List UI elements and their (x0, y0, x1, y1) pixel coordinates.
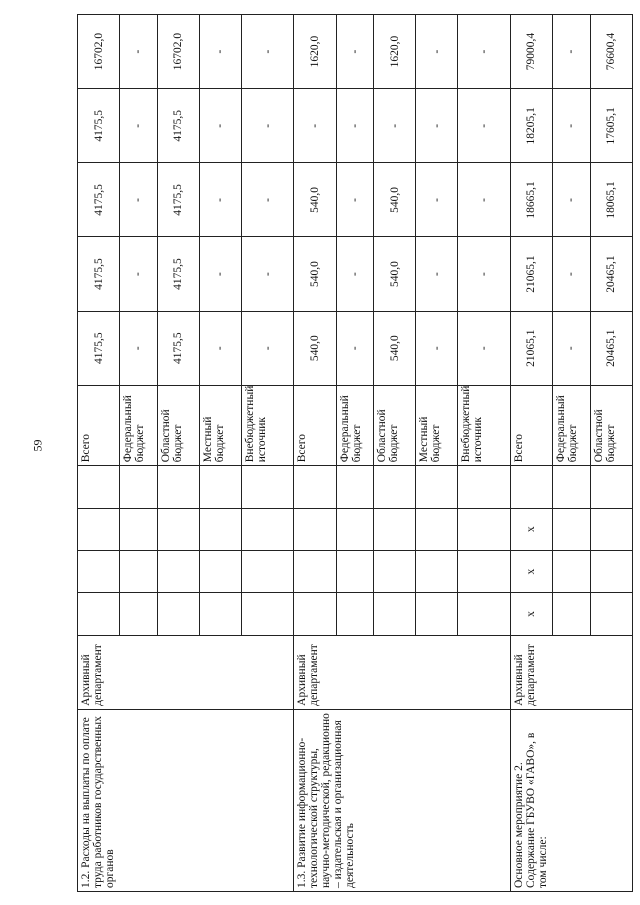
value-cell: - (199, 311, 241, 385)
executor-cell: Архивный департамент (78, 635, 294, 709)
value-cell: - (120, 237, 158, 311)
value-cell: - (416, 89, 458, 163)
empty-cell (458, 550, 511, 592)
funding-source-cell: Внебюджетный источник (241, 385, 294, 465)
empty-cell (374, 593, 416, 635)
value-cell: 4175,5 (157, 163, 199, 237)
value-cell: - (552, 89, 590, 163)
empty-cell (241, 466, 294, 508)
value-cell: 4175,5 (157, 237, 199, 311)
value-cell: - (241, 89, 294, 163)
empty-cell (120, 508, 158, 550)
value-cell: - (241, 237, 294, 311)
measure-name-cell: 1.3. Развитие информационно-технологической структуры, научно-методической, редакционно – издательская и организационная деятельность (294, 709, 510, 891)
value-cell: - (416, 237, 458, 311)
value-cell: - (199, 163, 241, 237)
value-cell: - (552, 15, 590, 89)
value-cell: 540,0 (374, 311, 416, 385)
value-cell: - (336, 311, 374, 385)
empty-cell (199, 466, 241, 508)
empty-cell (120, 550, 158, 592)
value-cell: - (120, 163, 158, 237)
value-cell: - (458, 163, 511, 237)
value-cell: 4175,5 (78, 311, 120, 385)
value-cell: 20465,1 (590, 237, 632, 311)
funding-source-cell: Федеральный бюджет (552, 385, 590, 465)
value-cell: 21065,1 (510, 237, 552, 311)
empty-cell (241, 508, 294, 550)
empty-cell (157, 593, 199, 635)
value-cell: - (199, 15, 241, 89)
value-cell: - (199, 237, 241, 311)
empty-cell (416, 593, 458, 635)
empty-cell (120, 466, 158, 508)
value-cell: 18665,1 (510, 163, 552, 237)
marker-cell (294, 508, 336, 550)
marker-cell (78, 593, 120, 635)
empty-cell (374, 466, 416, 508)
empty-cell (416, 508, 458, 550)
value-cell: 20465,1 (590, 311, 632, 385)
value-cell: - (120, 15, 158, 89)
funding-source-cell: Всего (78, 385, 120, 465)
value-cell: - (416, 311, 458, 385)
value-cell: 4175,5 (78, 163, 120, 237)
executor-cell: Архивный департамент (294, 635, 510, 709)
empty-cell (374, 550, 416, 592)
empty-cell (458, 593, 511, 635)
funding-source-cell: Областной бюджет (590, 385, 632, 465)
value-cell: - (458, 311, 511, 385)
empty-cell (590, 593, 632, 635)
empty-cell (510, 466, 552, 508)
value-cell: - (336, 163, 374, 237)
empty-cell (199, 550, 241, 592)
value-cell: - (552, 311, 590, 385)
funding-source-cell: Местный бюджет (199, 385, 241, 465)
marker-cell: х (510, 550, 552, 592)
value-cell: - (416, 15, 458, 89)
funding-source-cell: Всего (510, 385, 552, 465)
table-body (78, 15, 633, 892)
budget-table (77, 14, 633, 892)
funding-source-cell: Федеральный бюджет (336, 385, 374, 465)
empty-cell (120, 593, 158, 635)
table-row (294, 15, 336, 892)
value-cell: - (120, 89, 158, 163)
value-cell: 540,0 (294, 237, 336, 311)
executor-cell: Архивный департамент (510, 635, 632, 709)
value-cell: 540,0 (294, 163, 336, 237)
marker-cell (294, 593, 336, 635)
funding-source-cell: Всего (294, 385, 336, 465)
value-cell: 79000,4 (510, 15, 552, 89)
value-cell: - (552, 163, 590, 237)
value-cell: - (294, 89, 336, 163)
marker-cell: х (510, 508, 552, 550)
marker-cell (78, 550, 120, 592)
value-cell: 4175,5 (78, 89, 120, 163)
value-cell: - (458, 15, 511, 89)
measure-name-cell: 1.2. Расходы на выплаты по оплате труда работников государственных органов (78, 709, 294, 891)
empty-cell (199, 593, 241, 635)
value-cell: 540,0 (294, 311, 336, 385)
value-cell: 4175,5 (78, 237, 120, 311)
empty-cell (241, 550, 294, 592)
value-cell: 4175,5 (157, 311, 199, 385)
table-row (78, 15, 120, 892)
page-number: 59 (30, 439, 45, 452)
value-cell: 76600,4 (590, 15, 632, 89)
funding-source-cell: Областной бюджет (157, 385, 199, 465)
table-row (510, 15, 552, 892)
empty-cell (374, 508, 416, 550)
value-cell: - (552, 237, 590, 311)
empty-cell (199, 508, 241, 550)
value-cell: 16702,0 (78, 15, 120, 89)
empty-cell (78, 466, 120, 508)
value-cell: - (416, 163, 458, 237)
value-cell: 18205,1 (510, 89, 552, 163)
empty-cell (590, 466, 632, 508)
empty-cell (157, 508, 199, 550)
value-cell: - (241, 311, 294, 385)
value-cell: - (336, 89, 374, 163)
value-cell: 4175,5 (157, 89, 199, 163)
empty-cell (552, 550, 590, 592)
funding-source-cell: Федеральный бюджет (120, 385, 158, 465)
empty-cell (552, 508, 590, 550)
value-cell: 16702,0 (157, 15, 199, 89)
empty-cell (416, 466, 458, 508)
value-cell: - (458, 237, 511, 311)
empty-cell (458, 466, 511, 508)
funding-source-cell: Местный бюджет (416, 385, 458, 465)
empty-cell (294, 466, 336, 508)
marker-cell (294, 550, 336, 592)
value-cell: - (120, 311, 158, 385)
empty-cell (552, 466, 590, 508)
empty-cell (590, 508, 632, 550)
value-cell: - (458, 89, 511, 163)
empty-cell (552, 593, 590, 635)
value-cell: - (199, 89, 241, 163)
value-cell: - (241, 163, 294, 237)
empty-cell (336, 593, 374, 635)
value-cell: - (336, 237, 374, 311)
empty-cell (590, 550, 632, 592)
value-cell: - (336, 15, 374, 89)
value-cell: 1620,0 (374, 15, 416, 89)
value-cell: - (374, 89, 416, 163)
empty-cell (458, 508, 511, 550)
empty-cell (157, 550, 199, 592)
value-cell: 18065,1 (590, 163, 632, 237)
value-cell: 540,0 (374, 163, 416, 237)
funding-source-cell: Областной бюджет (374, 385, 416, 465)
marker-cell: х (510, 593, 552, 635)
empty-cell (336, 466, 374, 508)
empty-cell (336, 508, 374, 550)
rotated-page (77, 14, 637, 894)
value-cell: 1620,0 (294, 15, 336, 89)
empty-cell (416, 550, 458, 592)
value-cell: - (241, 15, 294, 89)
value-cell: 21065,1 (510, 311, 552, 385)
empty-cell (336, 550, 374, 592)
value-cell: 17605,1 (590, 89, 632, 163)
table-wrapper (77, 14, 633, 892)
marker-cell (78, 508, 120, 550)
funding-source-cell: Внебюджетный источник (458, 385, 511, 465)
empty-cell (241, 593, 294, 635)
empty-cell (157, 466, 199, 508)
measure-name-cell: Основное мероприятие 2. Содержание ГБУВО «ГАВО», в том числе: (510, 709, 632, 891)
value-cell: 540,0 (374, 237, 416, 311)
